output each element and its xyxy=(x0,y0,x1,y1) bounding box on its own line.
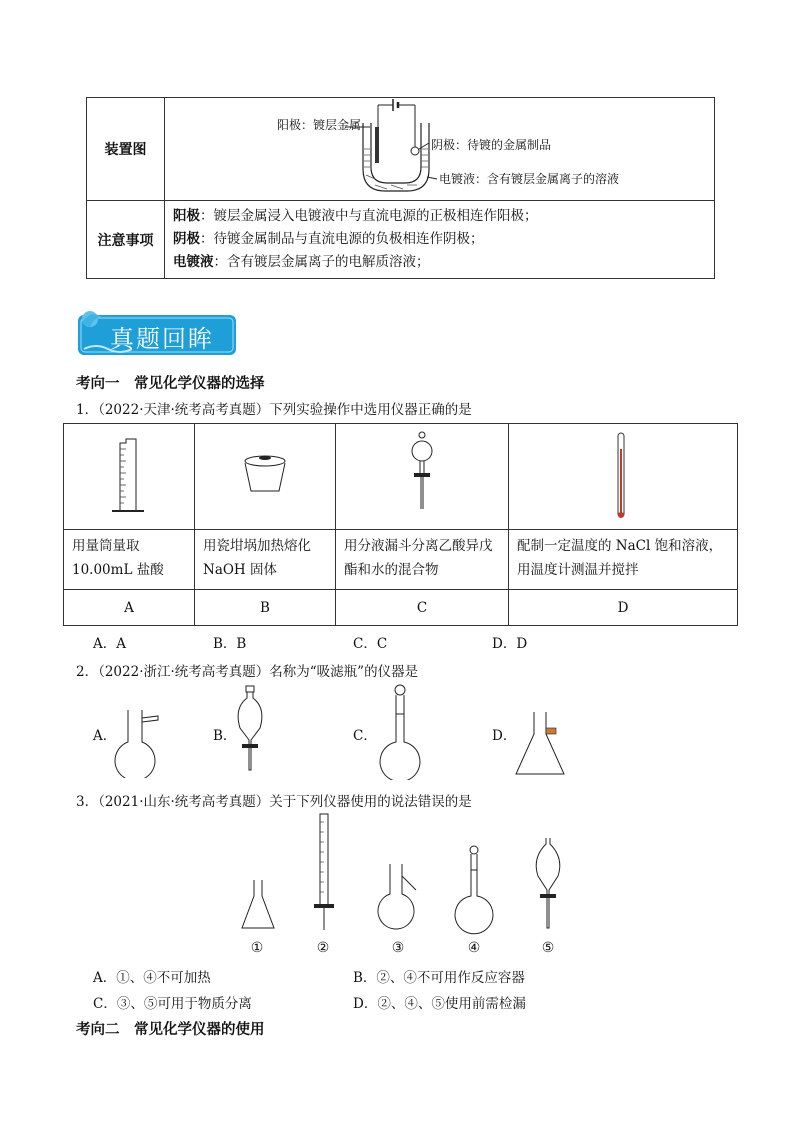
q3-option-a[interactable]: A．①、④不可加热 xyxy=(93,970,211,986)
q1-label-d: D xyxy=(509,590,738,626)
note-cathode: 阴极：待镀金属制品与直流电源的负极相连作阴极； xyxy=(173,231,484,247)
separatory-funnel-icon xyxy=(336,425,508,529)
anode-label: 阳极：镀层金属 xyxy=(277,118,362,132)
q3-caption-1: ① xyxy=(250,940,264,956)
section-title-2: 考向二 常见化学仪器的使用 xyxy=(76,1022,265,1038)
q1-table xyxy=(63,423,738,626)
q1-option-b[interactable]: B．B xyxy=(213,636,247,652)
q1-text-b: 用瓷坩埚加热熔化 NaOH 固体 xyxy=(195,530,336,590)
q1-image-a xyxy=(64,424,195,530)
q2-stem: 2．（2022·浙江·统考高考真题）名称为“吸滤瓶”的仪器是 xyxy=(76,664,419,680)
crucible-icon xyxy=(195,425,335,529)
q3-caption-3: ③ xyxy=(391,940,405,956)
volumetric-flask-icon xyxy=(452,844,496,936)
note-electrolyte: 电镀液：含有镀层金属离子的电解质溶液； xyxy=(173,254,430,270)
thermometer-icon xyxy=(509,425,737,529)
q3-caption-2: ② xyxy=(316,940,330,956)
volumetric-flask-icon xyxy=(372,684,428,780)
plating-table xyxy=(86,97,715,279)
branched-flask-icon xyxy=(112,706,162,778)
q1-image-d xyxy=(509,424,738,530)
banner-title: 真题回眸 xyxy=(110,325,214,353)
burette-icon xyxy=(306,812,342,936)
row-header-notes: 注意事项 xyxy=(87,201,165,279)
q3-option-c[interactable]: C．③、⑤可用于物质分离 xyxy=(93,996,252,1012)
q1-text-a: 用量筒量取 10.00mL 盐酸 xyxy=(64,530,195,590)
distillation-flask-icon xyxy=(376,862,422,934)
electrolyte-label: 电镀液：含有镀层金属离子的溶液 xyxy=(439,172,620,186)
row-header-diagram: 装置图 xyxy=(87,98,165,201)
q1-image-b xyxy=(195,424,336,530)
q1-option-a[interactable]: A．A xyxy=(93,636,126,652)
q3-stem: 3．（2021·山东·统考高考真题）关于下列仪器使用的说法错误的是 xyxy=(76,794,472,810)
q1-image-c xyxy=(336,424,509,530)
q3-option-d[interactable]: D．②、④、⑤使用前需检漏 xyxy=(353,996,526,1012)
separatory-funnel-icon xyxy=(230,684,270,776)
section-title-1: 考向一 常见化学仪器的选择 xyxy=(76,376,265,392)
q2-option-c[interactable]: C． xyxy=(353,728,377,744)
q2-option-d[interactable]: D． xyxy=(492,728,517,744)
suction-flask-icon xyxy=(512,708,572,778)
conical-flask-icon xyxy=(240,878,276,932)
q3-caption-4: ④ xyxy=(467,940,481,956)
q3-caption-5: ⑤ xyxy=(541,940,555,956)
separatory-funnel-icon xyxy=(530,836,566,936)
q1-text-c: 用分液漏斗分离乙酸异戊 酯和水的混合物 xyxy=(336,530,509,590)
q1-text-d: 配制一定温度的 NaCl 饱和溶液， 用温度计测温并搅拌 xyxy=(509,530,738,590)
note-anode: 阳极：镀层金属浸入电镀液中与直流电源的正极相连作阳极； xyxy=(173,208,538,224)
q1-label-c: C xyxy=(336,590,509,626)
cathode-label: 阴极：待镀的金属制品 xyxy=(431,138,552,152)
plating-diagram-cell xyxy=(165,98,715,201)
q1-option-d[interactable]: D．D xyxy=(492,636,528,652)
q2-option-a[interactable]: A． xyxy=(93,728,117,744)
graduated-cylinder-icon xyxy=(64,425,194,529)
q1-label-a: A xyxy=(64,590,195,626)
section-banner xyxy=(76,309,238,357)
q1-stem: 1．（2022·天津·统考高考真题）下列实验操作中选用仪器正确的是 xyxy=(76,402,472,418)
q1-label-b: B xyxy=(195,590,336,626)
q3-option-b[interactable]: B．②、④不可用作反应容器 xyxy=(353,970,525,986)
notes-cell xyxy=(165,201,715,279)
q2-option-b[interactable]: B． xyxy=(213,728,237,744)
q1-option-c[interactable]: C．C xyxy=(353,636,388,652)
